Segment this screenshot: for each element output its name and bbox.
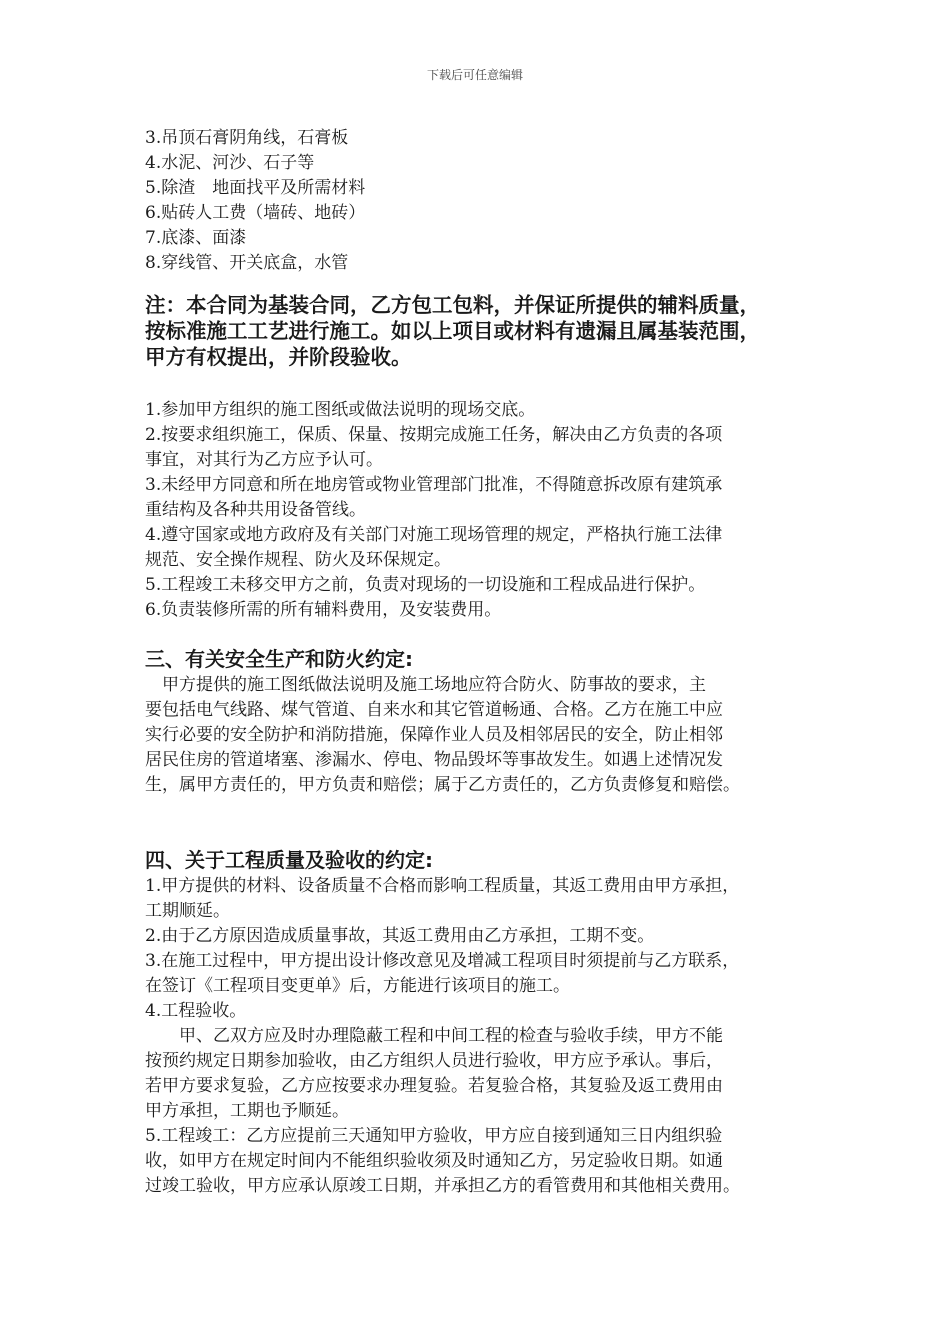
- paragraph-line: 5.工程竣工：乙方应提前三天通知甲方验收，甲方应自接到通知三日内组织验: [145, 1126, 723, 1146]
- paragraph-line: 3.在施工过程中，甲方提出设计修改意见及增减工程项目时须提前与乙方联系，: [145, 951, 740, 971]
- paragraph-line: 收，如甲方在规定时间内不能组织验收须及时通知乙方，另定验收日期。如通: [145, 1151, 723, 1171]
- paragraph-line: 2.由于乙方原因造成质量事故，其返工费用由乙方承担，工期不变。: [145, 926, 655, 946]
- note-line: 甲方有权提出，并阶段验收。: [145, 345, 412, 369]
- paragraph-line: 4.工程验收。: [145, 1001, 247, 1021]
- paragraph-line: 实行必要的安全防护和消防措施，保障作业人员及相邻居民的安全，防止相邻: [145, 725, 723, 745]
- paragraph-line: 在签订《工程项目变更单》后，方能进行该项目的施工。: [145, 976, 570, 996]
- list-item: 事宜，对其行为乙方应予认可。: [145, 450, 383, 470]
- list-item: 1.参加甲方组织的施工图纸或做法说明的现场交底。: [145, 400, 536, 420]
- paragraph-line: 若甲方要求复验，乙方应按要求办理复验。若复验合格，其复验及返工费用由: [145, 1076, 723, 1096]
- paragraph-line: 居民住房的管道堵塞、渗漏水、停电、物品毁坏等事故发生。如遇上述情况发: [145, 750, 723, 770]
- materials-list: [145, 126, 825, 276]
- paragraph-line: 甲、乙双方应及时办理隐蔽工程和中间工程的检查与验收手续，甲方不能: [145, 1026, 723, 1046]
- header-note: 下载后可任意编辑: [426, 68, 523, 82]
- paragraph-line: 甲方提供的施工图纸做法说明及施工场地应符合防火、防事故的要求，主: [145, 675, 706, 695]
- list-item: 重结构及各种共用设备管线。: [145, 500, 366, 520]
- list-item: 2.按要求组织施工，保质、保量、按期完成施工任务，解决由乙方负责的各项: [145, 425, 723, 445]
- list-item: 4.水泥、河沙、石子等: [145, 153, 315, 173]
- section-heading: 三、有关安全生产和防火约定:: [145, 647, 413, 671]
- note-line: 按标准施工工艺进行施工。如以上项目或材料有遗漏且属基装范围，: [145, 319, 760, 343]
- paragraph-line: 工期顺延。: [145, 901, 230, 921]
- list-item: 7.底漆、面漆: [145, 228, 247, 248]
- section-safety: [145, 645, 825, 798]
- paragraph-line: 甲方承担，工期也予顺延。: [145, 1101, 349, 1121]
- section-heading: 四、关于工程质量及验收的约定:: [145, 848, 433, 872]
- duties-list: [145, 398, 825, 623]
- list-item: 5.工程竣工未移交甲方之前，负责对现场的一切设施和工程成品进行保护。: [145, 575, 706, 595]
- paragraph-line: 按预约规定日期参加验收，由乙方组织人员进行验收，甲方应予承认。事后，: [145, 1051, 723, 1071]
- paragraph-line: 过竣工验收，甲方应承认原竣工日期，并承担乙方的看管费用和其他相关费用。: [145, 1176, 740, 1196]
- list-item: 3.吊顶石膏阴角线，石膏板: [145, 128, 349, 148]
- list-item: 6.贴砖人工费（墙砖、地砖）: [145, 203, 366, 223]
- contract-note: [145, 292, 825, 370]
- list-item: 3.未经甲方同意和所在地房管或物业管理部门批准，不得随意拆改原有建筑承: [145, 475, 723, 495]
- note-line: 注：本合同为基装合同，乙方包工包料，并保证所提供的辅料质量，: [145, 293, 760, 317]
- list-item: 4.遵守国家或地方政府及有关部门对施工现场管理的规定，严格执行施工法律: [145, 525, 723, 545]
- list-item: 8.穿线管、开关底盒，水管: [145, 253, 349, 273]
- paragraph-line: 要包括电气线路、煤气管道、自来水和其它管道畅通、合格。乙方在施工中应: [145, 700, 723, 720]
- list-item: 6.负责装修所需的所有辅料费用，及安装费用。: [145, 600, 502, 620]
- document-body: [145, 126, 825, 1199]
- section-quality: [145, 846, 825, 1199]
- paragraph-line: 1.甲方提供的材料、设备质量不合格而影响工程质量，其返工费用由甲方承担，: [145, 876, 740, 896]
- list-item: 规范、安全操作规程、防火及环保规定。: [145, 550, 451, 570]
- list-item: 5.除渣 地面找平及所需材料: [145, 178, 366, 198]
- paragraph-line: 生，属甲方责任的，甲方负责和赔偿；属于乙方责任的，乙方负责修复和赔偿。: [145, 775, 740, 795]
